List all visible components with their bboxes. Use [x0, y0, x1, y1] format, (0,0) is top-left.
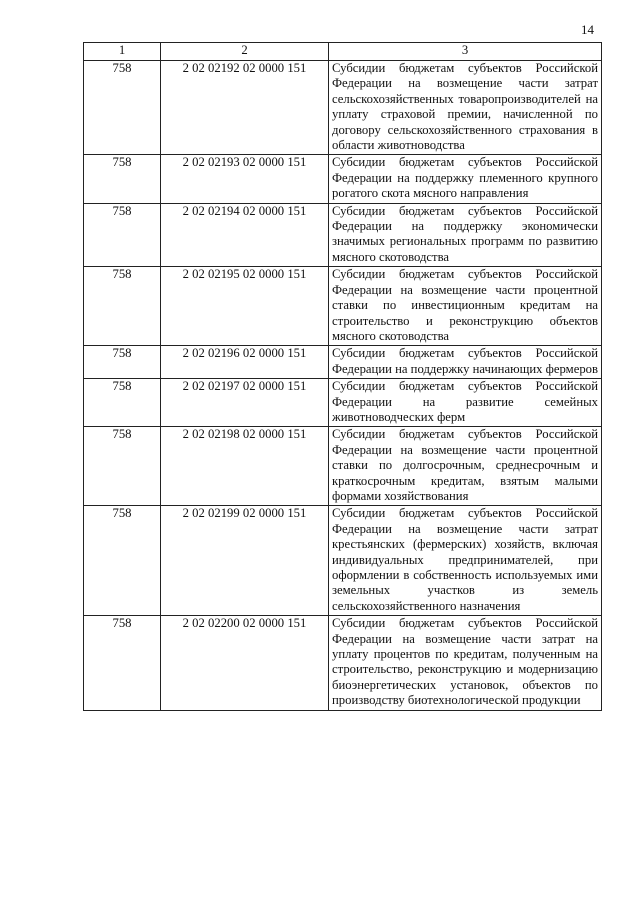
- budget-classification-table: [83, 42, 602, 711]
- budget-code-cell: 2 02 02192 02 0000 151: [161, 61, 329, 155]
- description-cell: Субсидии бюджетам субъектов Российской Федерации на поддержку племенного крупного рогатого скота мясного направления: [329, 155, 602, 203]
- description-cell: Субсидии бюджетам субъектов Российской Федерации на возмещение части затрат сельскохозяйственных товаропроизводителей на уплату страховой премии, начисленной по договору сельскохозяйственного страхования в области животноводства: [329, 61, 602, 155]
- budget-code-cell: 2 02 02198 02 0000 151: [161, 427, 329, 506]
- administrator-code-cell: 758: [84, 203, 161, 267]
- budget-code-cell: 2 02 02195 02 0000 151: [161, 267, 329, 346]
- table-row: [84, 427, 602, 506]
- page-number: 14: [581, 22, 594, 37]
- budget-code-cell: 2 02 02196 02 0000 151: [161, 346, 329, 379]
- administrator-code-cell: 758: [84, 427, 161, 506]
- administrator-code-cell: 758: [84, 61, 161, 155]
- column-header-2: 2: [161, 43, 329, 61]
- administrator-code-cell: 758: [84, 267, 161, 346]
- budget-code-cell: 2 02 02194 02 0000 151: [161, 203, 329, 267]
- table-row: [84, 616, 602, 710]
- table-row: [84, 506, 602, 616]
- description-cell: Субсидии бюджетам субъектов Российской Федерации на возмещение части затрат на уплату процентов по кредитам, полученным на строительство, реконструкцию и модернизацию биоэнергетических установок, объектов по производству биотехнологической продукции: [329, 616, 602, 710]
- column-header-3: 3: [329, 43, 602, 61]
- table-row: [84, 203, 602, 267]
- budget-code-cell: 2 02 02199 02 0000 151: [161, 506, 329, 616]
- administrator-code-cell: 758: [84, 616, 161, 710]
- table-row: [84, 379, 602, 427]
- table-row: [84, 61, 602, 155]
- description-cell: Субсидии бюджетам субъектов Российской Федерации на возмещение части затрат крестьянских (фермерских) хозяйств, включая индивидуальных предпринимателей, при оформлении в собственность используемых ими земельных участков из земель сельскохозяйственного назначения: [329, 506, 602, 616]
- budget-code-cell: 2 02 02193 02 0000 151: [161, 155, 329, 203]
- administrator-code-cell: 758: [84, 379, 161, 427]
- budget-code-cell: 2 02 02197 02 0000 151: [161, 379, 329, 427]
- administrator-code-cell: 758: [84, 346, 161, 379]
- column-header-1: 1: [84, 43, 161, 61]
- description-cell: Субсидии бюджетам субъектов Российской Федерации на возмещение части процентной ставки по инвестиционным кредитам на строительство и реконструкцию объектов мясного скотоводства: [329, 267, 602, 346]
- table-header-row: [84, 43, 602, 61]
- description-cell: Субсидии бюджетам субъектов Российской Федерации на развитие семейных животноводческих ферм: [329, 379, 602, 427]
- budget-code-cell: 2 02 02200 02 0000 151: [161, 616, 329, 710]
- table-row: [84, 155, 602, 203]
- description-cell: Субсидии бюджетам субъектов Российской Федерации на поддержку экономически значимых региональных программ по развитию мясного скотоводства: [329, 203, 602, 267]
- administrator-code-cell: 758: [84, 506, 161, 616]
- description-cell: Субсидии бюджетам субъектов Российской Федерации на поддержку начинающих фермеров: [329, 346, 602, 379]
- table-row: [84, 267, 602, 346]
- administrator-code-cell: 758: [84, 155, 161, 203]
- table-row: [84, 346, 602, 379]
- description-cell: Субсидии бюджетам субъектов Российской Федерации на возмещение части процентной ставки по долгосрочным, среднесрочным и краткосрочным кредитам, взятым малыми формами хозяйствования: [329, 427, 602, 506]
